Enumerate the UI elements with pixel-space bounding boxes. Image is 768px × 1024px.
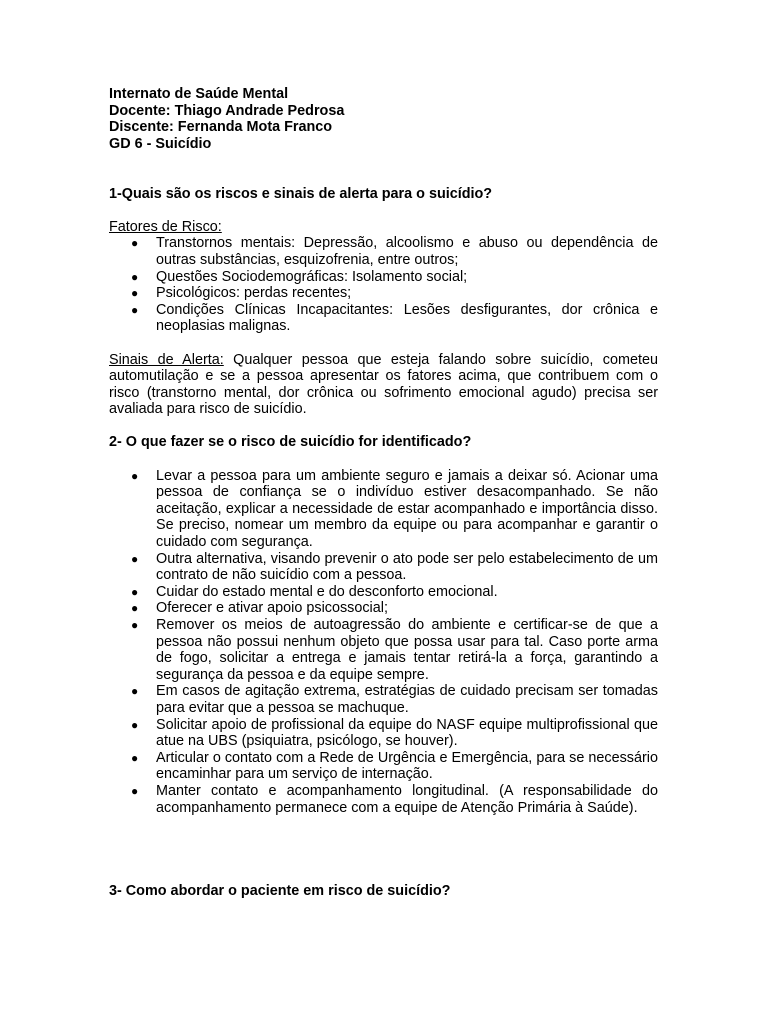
risk-factors-list	[109, 235, 658, 335]
risk-factors-label: Fatores de Risco:	[109, 218, 222, 235]
warning-signs-paragraph	[109, 352, 658, 418]
group-line: GD 6 - Suicídio	[109, 135, 212, 152]
list-item: ● Psicológicos: perdas recentes;	[131, 285, 352, 302]
document-header	[109, 86, 658, 152]
list-item: ● Condições Clínicas Incapacitantes: Lesões desfigurantes, dor crônica e neoplasias malignas.	[131, 301, 658, 335]
course-title: Internato de Saúde Mental	[109, 86, 289, 102]
warning-signs-label: Sinais de Alerta:	[109, 351, 224, 368]
list-item: ● Cuidar do estado mental e do desconforto emocional.	[131, 583, 498, 600]
list-item: ● Levar a pessoa para um ambiente seguro e jamais a deixar só. Acionar uma pessoa de confiança se o indivíduo estiver desacompanhado. Se não aceitação, explicar a necessidade de estar acompanhado e importância disso. Se preciso, nomear um membro da equipe ou para acompanhar e garantir o cuidado com segurança.	[131, 467, 658, 551]
bullet-icon: ●	[131, 717, 139, 732]
bullet-icon: ●	[131, 236, 139, 251]
student-line: Discente: Fernanda Mota Franco	[109, 119, 333, 136]
bullet-icon: ●	[131, 684, 139, 699]
bullet-icon: ●	[131, 584, 139, 599]
bullet-icon: ●	[131, 618, 139, 632]
question-3-title: 3- Como abordar o paciente em risco de suicídio?	[109, 882, 451, 899]
list-item: ● Em casos de agitação extrema, estratégias de cuidado precisam ser tomadas para evitar que a pessoa se machuque.	[131, 683, 658, 716]
question-1-title: 1-Quais são os riscos e sinais de alerta para o suicídio?	[109, 185, 493, 202]
bullet-icon: ●	[131, 551, 139, 566]
bullet-icon: ●	[131, 286, 139, 301]
bullet-icon: ●	[131, 468, 139, 483]
bullet-icon: ●	[131, 601, 139, 616]
question-2-title: 2- O que fazer se o risco de suicídio for identificado?	[109, 434, 472, 451]
list-item: ● Articular o contato com a Rede de Urgência e Emergência, para se necessário encaminhar para um serviço de internação.	[131, 749, 658, 783]
actions-list	[109, 468, 658, 816]
list-item: ● Outra alternativa, visando prevenir o ato pode ser pelo estabelecimento de um contrato de não suicídio com a pessoa.	[131, 550, 658, 584]
bullet-icon: ●	[131, 783, 139, 798]
document-body	[109, 86, 658, 899]
teacher-line: Docente: Thiago Andrade Pedrosa	[109, 102, 345, 119]
list-item: ● Manter contato e acompanhamento longitudinal. (A responsabilidade do acompanhamento permanece com a equipe de Atenção Primária à Saúde).	[131, 782, 658, 816]
list-item: ● Questões Sociodemográficas: Isolamento social;	[131, 268, 468, 285]
bullet-icon: ●	[131, 302, 139, 317]
list-item: ● Transtornos mentais: Depressão, alcoolismo e abuso ou dependência de outras substâncias, esquizofrenia, entre outros;	[131, 235, 658, 268]
bullet-icon: ●	[131, 750, 139, 765]
list-item: ● Oferecer e ativar apoio psicossocial;	[131, 600, 388, 617]
list-item: ● Remover os meios de autoagressão do ambiente e certificar-se de que a pessoa não possui nenhum objeto que possa usar para tal. Caso porte arma de fogo, solicitar a entrega e jamais tentar retirá-la a força, garantindo a segurança da pessoa e da equipe sempre.	[131, 617, 658, 683]
warning-signs-text: Qualquer pessoa que esteja falando sobre suicídio, cometeu automutilação e se a pessoa apresentar os fatores acima, que contribuem com o risco (transtorno mental, dor crônica ou sofrimento emocional agudo) precisa ser avaliada para risco de suicídio.	[109, 351, 658, 418]
list-item: ● Solicitar apoio de profissional da equipe do NASF equipe multiprofissional que atue na UBS (psiquiatra, psicólogo, se houver).	[131, 716, 658, 750]
bullet-icon: ●	[131, 269, 139, 284]
